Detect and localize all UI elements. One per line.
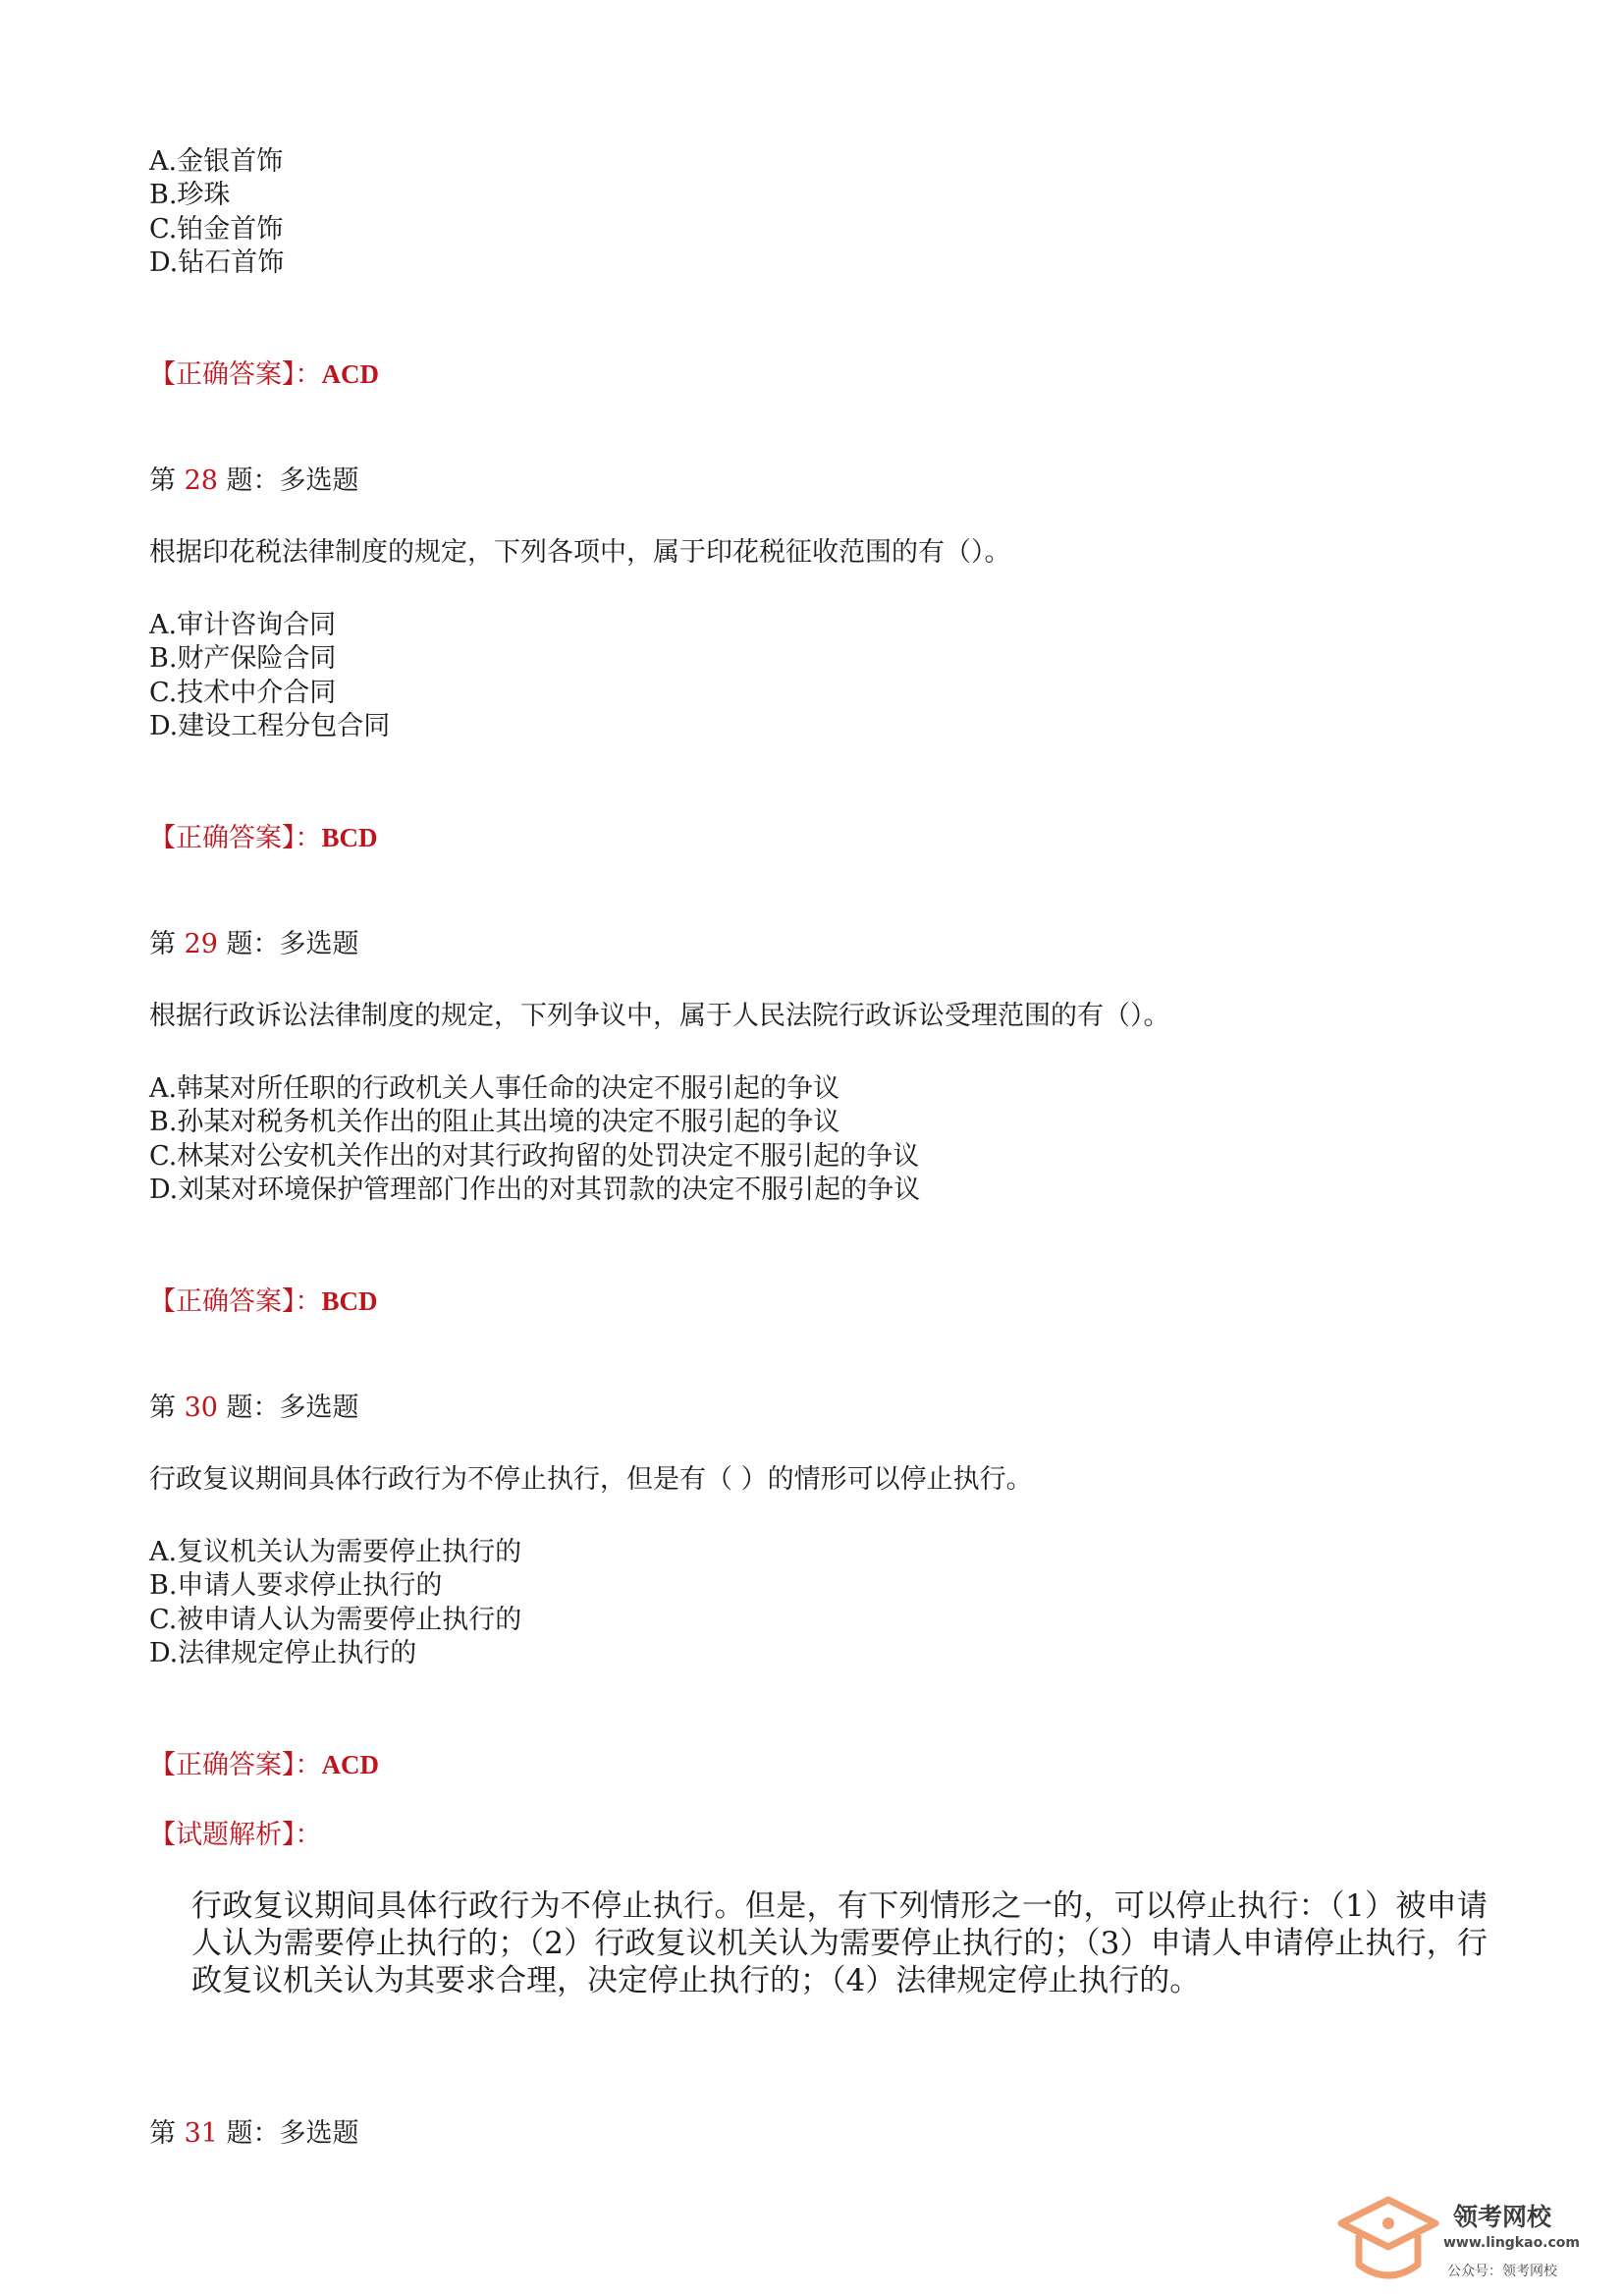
question-header	[149, 1392, 359, 1425]
option-b: B.申请人要求停止执行的	[149, 1570, 443, 1601]
option-c: C.铂金首饰	[149, 214, 284, 245]
answer-label: 【正确答案】：	[149, 359, 322, 390]
answer-line	[149, 1748, 379, 1782]
question-type: 题：多选题	[226, 1393, 359, 1423]
answer-line	[149, 357, 379, 392]
question-header	[149, 928, 359, 961]
option-b: B.珍珠	[149, 180, 231, 210]
question-number: 31	[184, 2118, 218, 2149]
option-a: A.金银首饰	[149, 146, 284, 177]
question-header	[149, 465, 359, 498]
option-c: C.林某对公安机关作出的对其行政拘留的处罚决定不服引起的争议	[149, 1141, 920, 1172]
watermark-name: 领考网校	[1453, 2203, 1552, 2231]
option-a: A.审计咨询合同	[149, 610, 337, 640]
watermark-logo	[1337, 2192, 1593, 2290]
graduation-cap-icon	[1337, 2192, 1440, 2290]
answer-value: ACD	[321, 359, 379, 389]
question-stem: 根据印花税法律制度的规定，下列各项中，属于印花税征收范围的有（）。	[149, 537, 1011, 568]
option-b: B.财产保险合同	[149, 643, 337, 674]
question-type: 题：多选题	[226, 929, 359, 959]
option-c: C.技术中介合同	[149, 678, 337, 708]
answer-value: ACD	[321, 1750, 379, 1779]
option-d: D.法律规定停止执行的	[149, 1638, 417, 1668]
option-a: A.复议机关认为需要停止执行的	[149, 1537, 522, 1567]
question-type: 题：多选题	[226, 465, 359, 496]
answer-line	[149, 821, 378, 855]
analysis-text: 行政复议期间具体行政行为不停止执行。但是，有下列情形之一的，可以停止执行：（1）被申请人认为需要停止执行的；（2）行政复议机关认为需要停止执行的；（3）申请人申请停止执行，行政复议机关认为其要求合理，决定停止执行的；（4）法律规定停止执行的。	[191, 1888, 1488, 1998]
question-header	[149, 2117, 359, 2151]
question-prefix: 第	[149, 2118, 176, 2149]
option-a: A.韩某对所任职的行政机关人事任命的决定不服引起的争议	[149, 1073, 840, 1104]
question-prefix: 第	[149, 1393, 176, 1423]
option-d: D.钻石首饰	[149, 247, 285, 278]
watermark-url: www.lingkao.com	[1443, 2235, 1581, 2251]
answer-label: 【正确答案】：	[149, 823, 322, 853]
question-number: 28	[184, 465, 218, 496]
answer-value: BCD	[321, 1286, 378, 1316]
answer-label: 【正确答案】：	[149, 1286, 322, 1317]
option-c: C.被申请人认为需要停止执行的	[149, 1605, 522, 1635]
option-d: D.刘某对环境保护管理部门作出的对其罚款的决定不服引起的争议	[149, 1175, 921, 1205]
question-stem: 根据行政诉讼法律制度的规定，下列争议中，属于人民法院行政诉讼受理范围的有（）。	[149, 1001, 1170, 1031]
answer-line	[149, 1285, 378, 1319]
option-b: B.孙某对税务机关作出的阻止其出境的决定不服引起的争议	[149, 1107, 840, 1137]
question-prefix: 第	[149, 465, 176, 496]
question-stem: 行政复议期间具体行政行为不停止执行，但是有（ ）的情形可以停止执行。	[149, 1464, 1033, 1495]
answer-label: 【正确答案】：	[149, 1750, 322, 1780]
watermark-wechat: 公众号：领考网校	[1447, 2264, 1557, 2279]
analysis-label: 【试题解析】：	[149, 1820, 322, 1850]
question-number: 29	[184, 929, 218, 959]
question-number: 30	[184, 1393, 218, 1423]
answer-value: BCD	[321, 823, 378, 852]
option-d: D.建设工程分包合同	[149, 711, 391, 741]
question-prefix: 第	[149, 929, 176, 959]
question-type: 题：多选题	[226, 2118, 359, 2149]
